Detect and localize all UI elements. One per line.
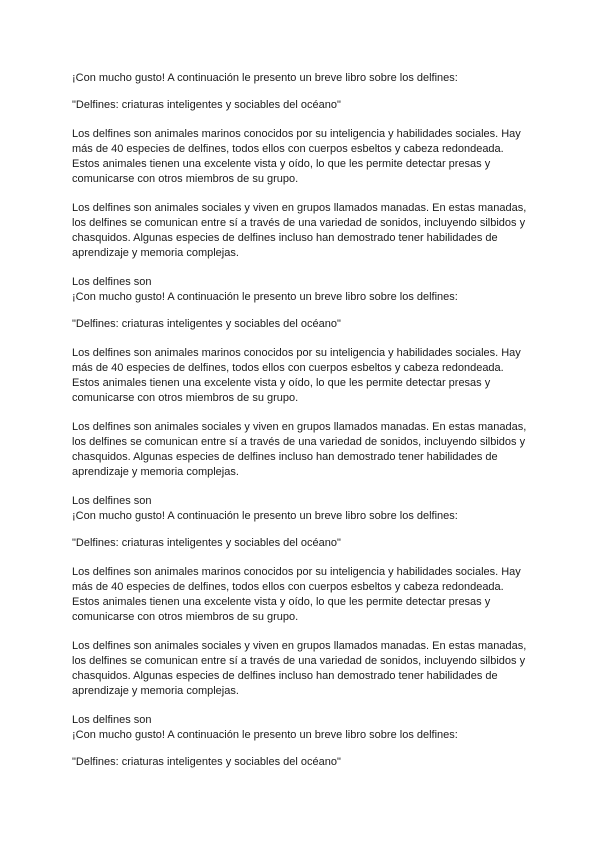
book-title: "Delfines: criaturas inteligentes y sociables del océano" — [72, 537, 341, 549]
intro-line: ¡Con mucho gusto! A continuación le presento un breve libro sobre los delfines: — [72, 72, 458, 84]
body-paragraph: Los delfines son animales marinos conocidos por su inteligencia y habilidades sociales. Hay más de 40 especies de delfines, todos ellos con cuerpos esbeltos y cabeza redondeada. Estos animales tienen una excelente vista y oído, lo que les permite detectar presas y comunicarse con otros miembros de su grupo. — [72, 128, 521, 185]
body-paragraph: Los delfines son animales marinos conocidos por su inteligencia y habilidades sociales. Hay más de 40 especies de delfines, todos ellos con cuerpos esbeltos y cabeza redondeada. Estos animales tienen una excelente vista y oído, lo que les permite detectar presas y comunicarse con otros miembros de su grupo. — [72, 566, 521, 623]
truncated-line: Los delfines son — [72, 714, 152, 726]
body-paragraph: Los delfines son animales sociales y viven en grupos llamados manadas. En estas manadas, los delfines se comunican entre sí a través de una variedad de sonidos, incluyendo silbidos y chasquidos. Algunas especies de delfines incluso han demostrado tener habilidades de aprendizaje y memoria complejas. — [72, 202, 527, 259]
intro-line: ¡Con mucho gusto! A continuación le presento un breve libro sobre los delfines: — [72, 291, 458, 303]
document-body — [72, 71, 532, 784]
truncated-line: Los delfines son — [72, 495, 152, 507]
book-title: "Delfines: criaturas inteligentes y sociables del océano" — [72, 756, 341, 768]
intro-line: ¡Con mucho gusto! A continuación le presento un breve libro sobre los delfines: — [72, 729, 458, 741]
body-paragraph: Los delfines son animales sociales y viven en grupos llamados manadas. En estas manadas, los delfines se comunican entre sí a través de una variedad de sonidos, incluyendo silbidos y chasquidos. Algunas especies de delfines incluso han demostrado tener habilidades de aprendizaje y memoria complejas. — [72, 640, 527, 697]
body-paragraph: Los delfines son animales sociales y viven en grupos llamados manadas. En estas manadas, los delfines se comunican entre sí a través de una variedad de sonidos, incluyendo silbidos y chasquidos. Algunas especies de delfines incluso han demostrado tener habilidades de aprendizaje y memoria complejas. — [72, 421, 527, 478]
intro-line: ¡Con mucho gusto! A continuación le presento un breve libro sobre los delfines: — [72, 510, 458, 522]
book-title: "Delfines: criaturas inteligentes y sociables del océano" — [72, 318, 341, 330]
truncated-line: Los delfines son — [72, 276, 152, 288]
body-paragraph: Los delfines son animales marinos conocidos por su inteligencia y habilidades sociales. Hay más de 40 especies de delfines, todos ellos con cuerpos esbeltos y cabeza redondeada. Estos animales tienen una excelente vista y oído, lo que les permite detectar presas y comunicarse con otros miembros de su grupo. — [72, 347, 521, 404]
book-title: "Delfines: criaturas inteligentes y sociables del océano" — [72, 99, 341, 111]
